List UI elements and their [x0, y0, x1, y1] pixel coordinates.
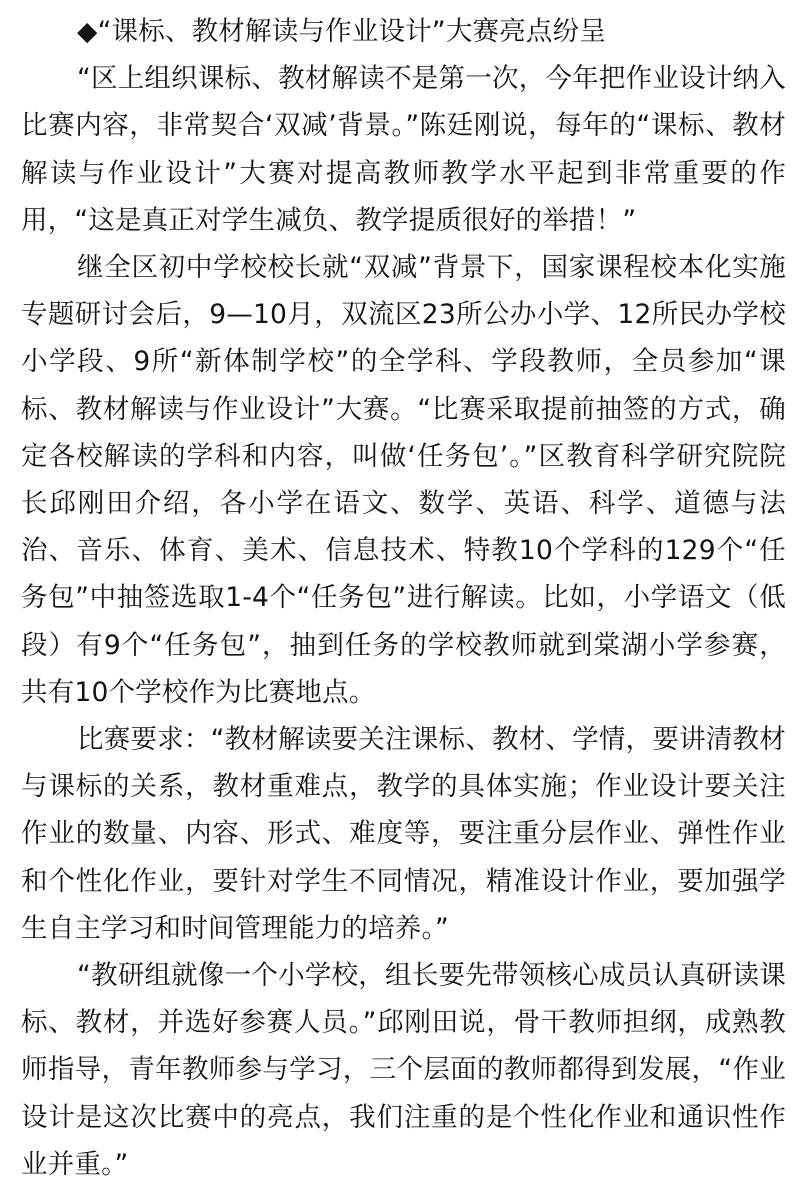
section-heading: ◆“课标、教材解读与作业设计”大赛亮点纷呈 [77, 16, 607, 47]
article-body [21, 8, 786, 1188]
paragraph-3: 比赛要求：“教材解读要关注课标、教材、学情，要讲清教材与课标的关系，教材重难点，教学的具体实施；作业设计要关注作业的数量、内容、形式、难度等，要注重分层作业、弹性作业和个性化作业，要针对学生不同情况，精准设计作业，要加强学生自主学习和时间管理能力的培养。” [21, 724, 786, 944]
paragraph-4: “教研组就像一个小学校，组长要先带领核心成员认真研读课标、教材，并选好参赛人员。”邱刚田说，骨干教师担纲，成熟教师指导，青年教师参与学习，三个层面的教师都得到发展，“作业设计是这次比赛中的亮点，我们注重的是个性化作业和通识性作业并重。” [21, 960, 786, 1180]
paragraph-1: “区上组织课标、教材解读不是第一次，今年把作业设计纳入比赛内容，非常契合‘双减’背景。”陈廷刚说，每年的“课标、教材解读与作业设计”大赛对提高教师教学水平起到非常重要的作用，“这是真正对学生减负、教学提质很好的举措！” [21, 63, 786, 236]
paragraph-2: 继全区初中学校校长就“双减”背景下，国家课程校本化实施专题研讨会后，9—10月，双流区23所公办小学、12所民办学校小学段、9所“新体制学校”的全学科、学段教师，全员参加“课标、教材解读与作业设计”大赛。“比赛采取提前抽签的方式，确定各校解读的学科和内容，叫做‘任务包’。”区教育科学研究院院长邱刚田介绍，各小学在语文、数学、英语、科学、道德与法治、音乐、体育、美术、信息技术、特教10个学科的129个“任务包”中抽签选取1-4个“任务包”进行解读。比如，小学语文（低段）有9个“任务包”，抽到任务的学校教师就到棠湖小学参赛，共有10个学校作为比赛地点。 [21, 252, 786, 708]
